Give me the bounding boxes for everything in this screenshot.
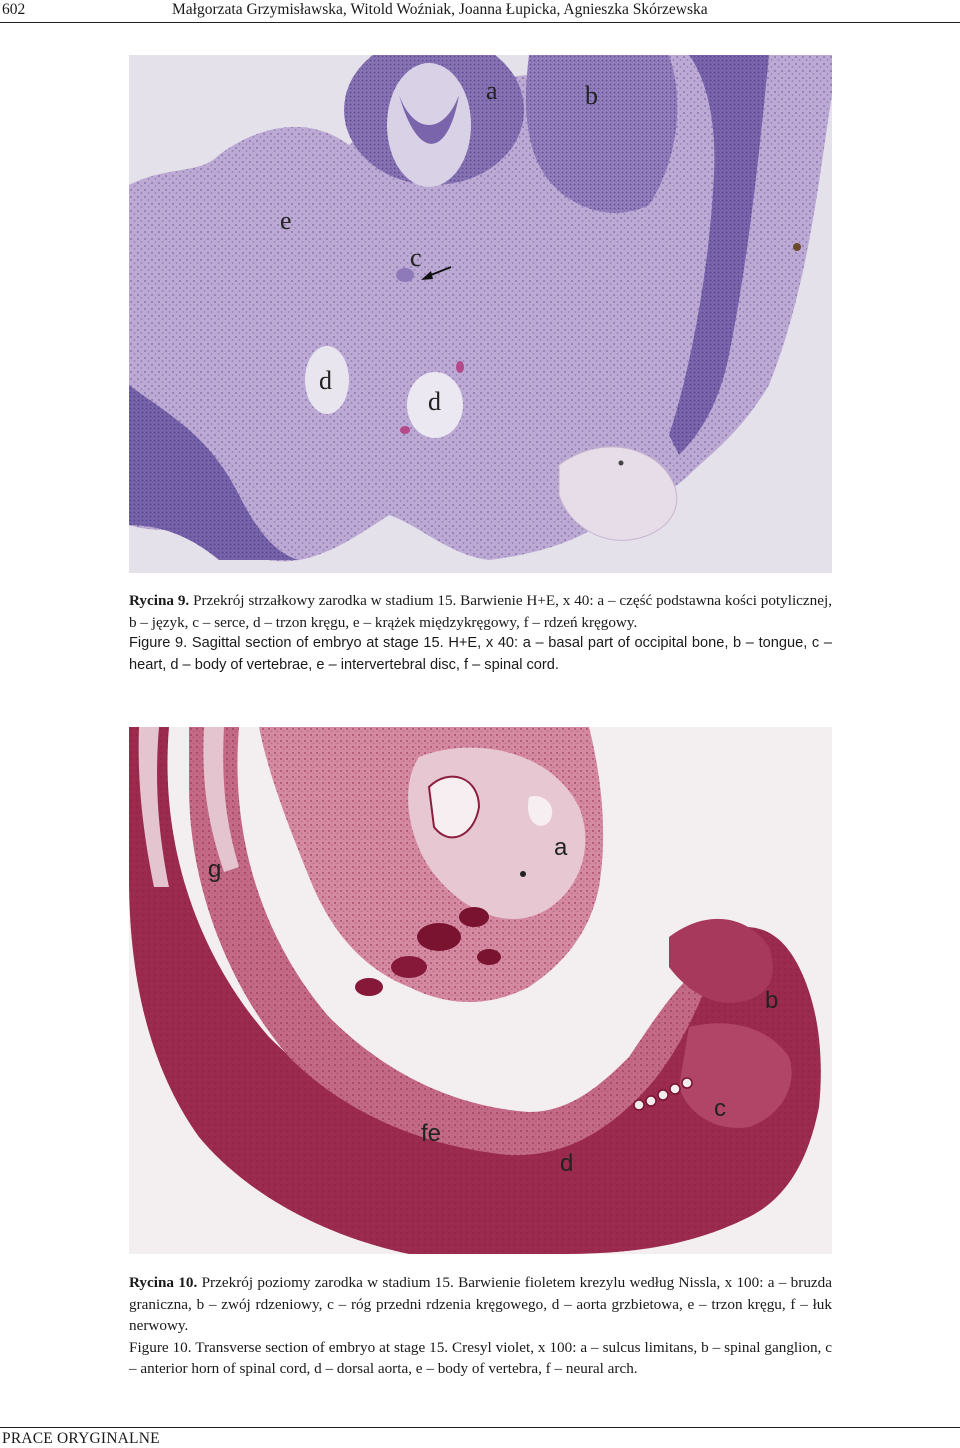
header-rule	[0, 22, 960, 23]
footer-rule	[0, 1427, 960, 1428]
figure-9-caption-en	[129, 633, 832, 676]
figure-9-label-d-1: d	[319, 366, 332, 395]
figure-10-caption-en	[129, 1337, 832, 1380]
running-header-authors: Małgorzata Grzymisławska, Witold Woźniak, Joanna Łupicka, Agnieszka Skórzewska	[172, 1, 708, 18]
figure-9-label-a: a	[486, 76, 498, 105]
figure-10-label-c: c	[714, 1095, 726, 1122]
figure-9-label-c: c	[410, 243, 422, 272]
figure-10-caption-en-lead: Figure 10.	[129, 1338, 192, 1356]
figure-10-label-fe: fe	[421, 1120, 442, 1147]
figure-10-caption-en-text: Transverse section of embryo at stage 15. Cresyl violet, x 100: a – sulcus limitans, b – spinal ganglion, c – anterior horn of spinal cord, d – dorsal aorta, e – body of vertebra, f – neural arch.	[129, 1338, 832, 1377]
figure-10-caption-pl-lead: Rycina 10.	[129, 1274, 198, 1291]
figure-10-label-g: g	[208, 856, 222, 883]
figure-9-caption-pl	[129, 590, 832, 633]
figure-10-caption-pl	[129, 1272, 832, 1337]
figure-9-label-b: b	[585, 81, 598, 110]
running-header	[0, 0, 960, 22]
figure-9-caption	[129, 590, 832, 676]
figure-9-caption-pl-lead: Rycina 9.	[129, 592, 190, 609]
figure-9-label-e: e	[280, 206, 292, 235]
figure-10-image	[129, 727, 832, 1254]
figure-9-caption-pl-text: Przekrój strzałkowy zarodka w stadium 15. Barwienie H+E, x 40: a – część podstawna kości potylicznej, b – język, c – serce, d – trzon kręgu, e – krążek międzykręgowy, f – rdzeń kręgowy.	[129, 592, 832, 631]
figure-10-caption	[129, 1272, 832, 1380]
figure-10-label-b: b	[765, 987, 779, 1014]
figure-9-caption-en-text: Sagittal section of embryo at stage 15. H+E, x 40: a – basal part of occipital bone, b – tongue, c – heart, d – body of vertebrae, e – intervertebral disc, f – spinal cord.	[129, 635, 832, 673]
figure-9-caption-en-lead: Figure 9.	[129, 635, 188, 651]
page-number: 602	[2, 1, 26, 18]
figure-10-label-a: a	[554, 834, 568, 861]
figure-9-image	[129, 55, 832, 573]
figure-10-label-d: d	[560, 1150, 574, 1177]
figure-10-caption-pl-text: Przekrój poziomy zarodka w stadium 15. Barwienie fioletem krezylu według Nissla, x 100: a – bruzda graniczna, b – zwój rdzeniowy, c – róg przedni rdzenia kręgowego, d – aorta grzbietowa, e – trzon kręgu, f – łuk nerwowy.	[129, 1274, 832, 1334]
figure-9-label-d-2: d	[428, 387, 441, 416]
figure-10-micrograph	[129, 727, 832, 1254]
footer-section-label: PRACE ORYGINALNE	[2, 1430, 160, 1447]
figure-9-micrograph	[129, 55, 832, 573]
